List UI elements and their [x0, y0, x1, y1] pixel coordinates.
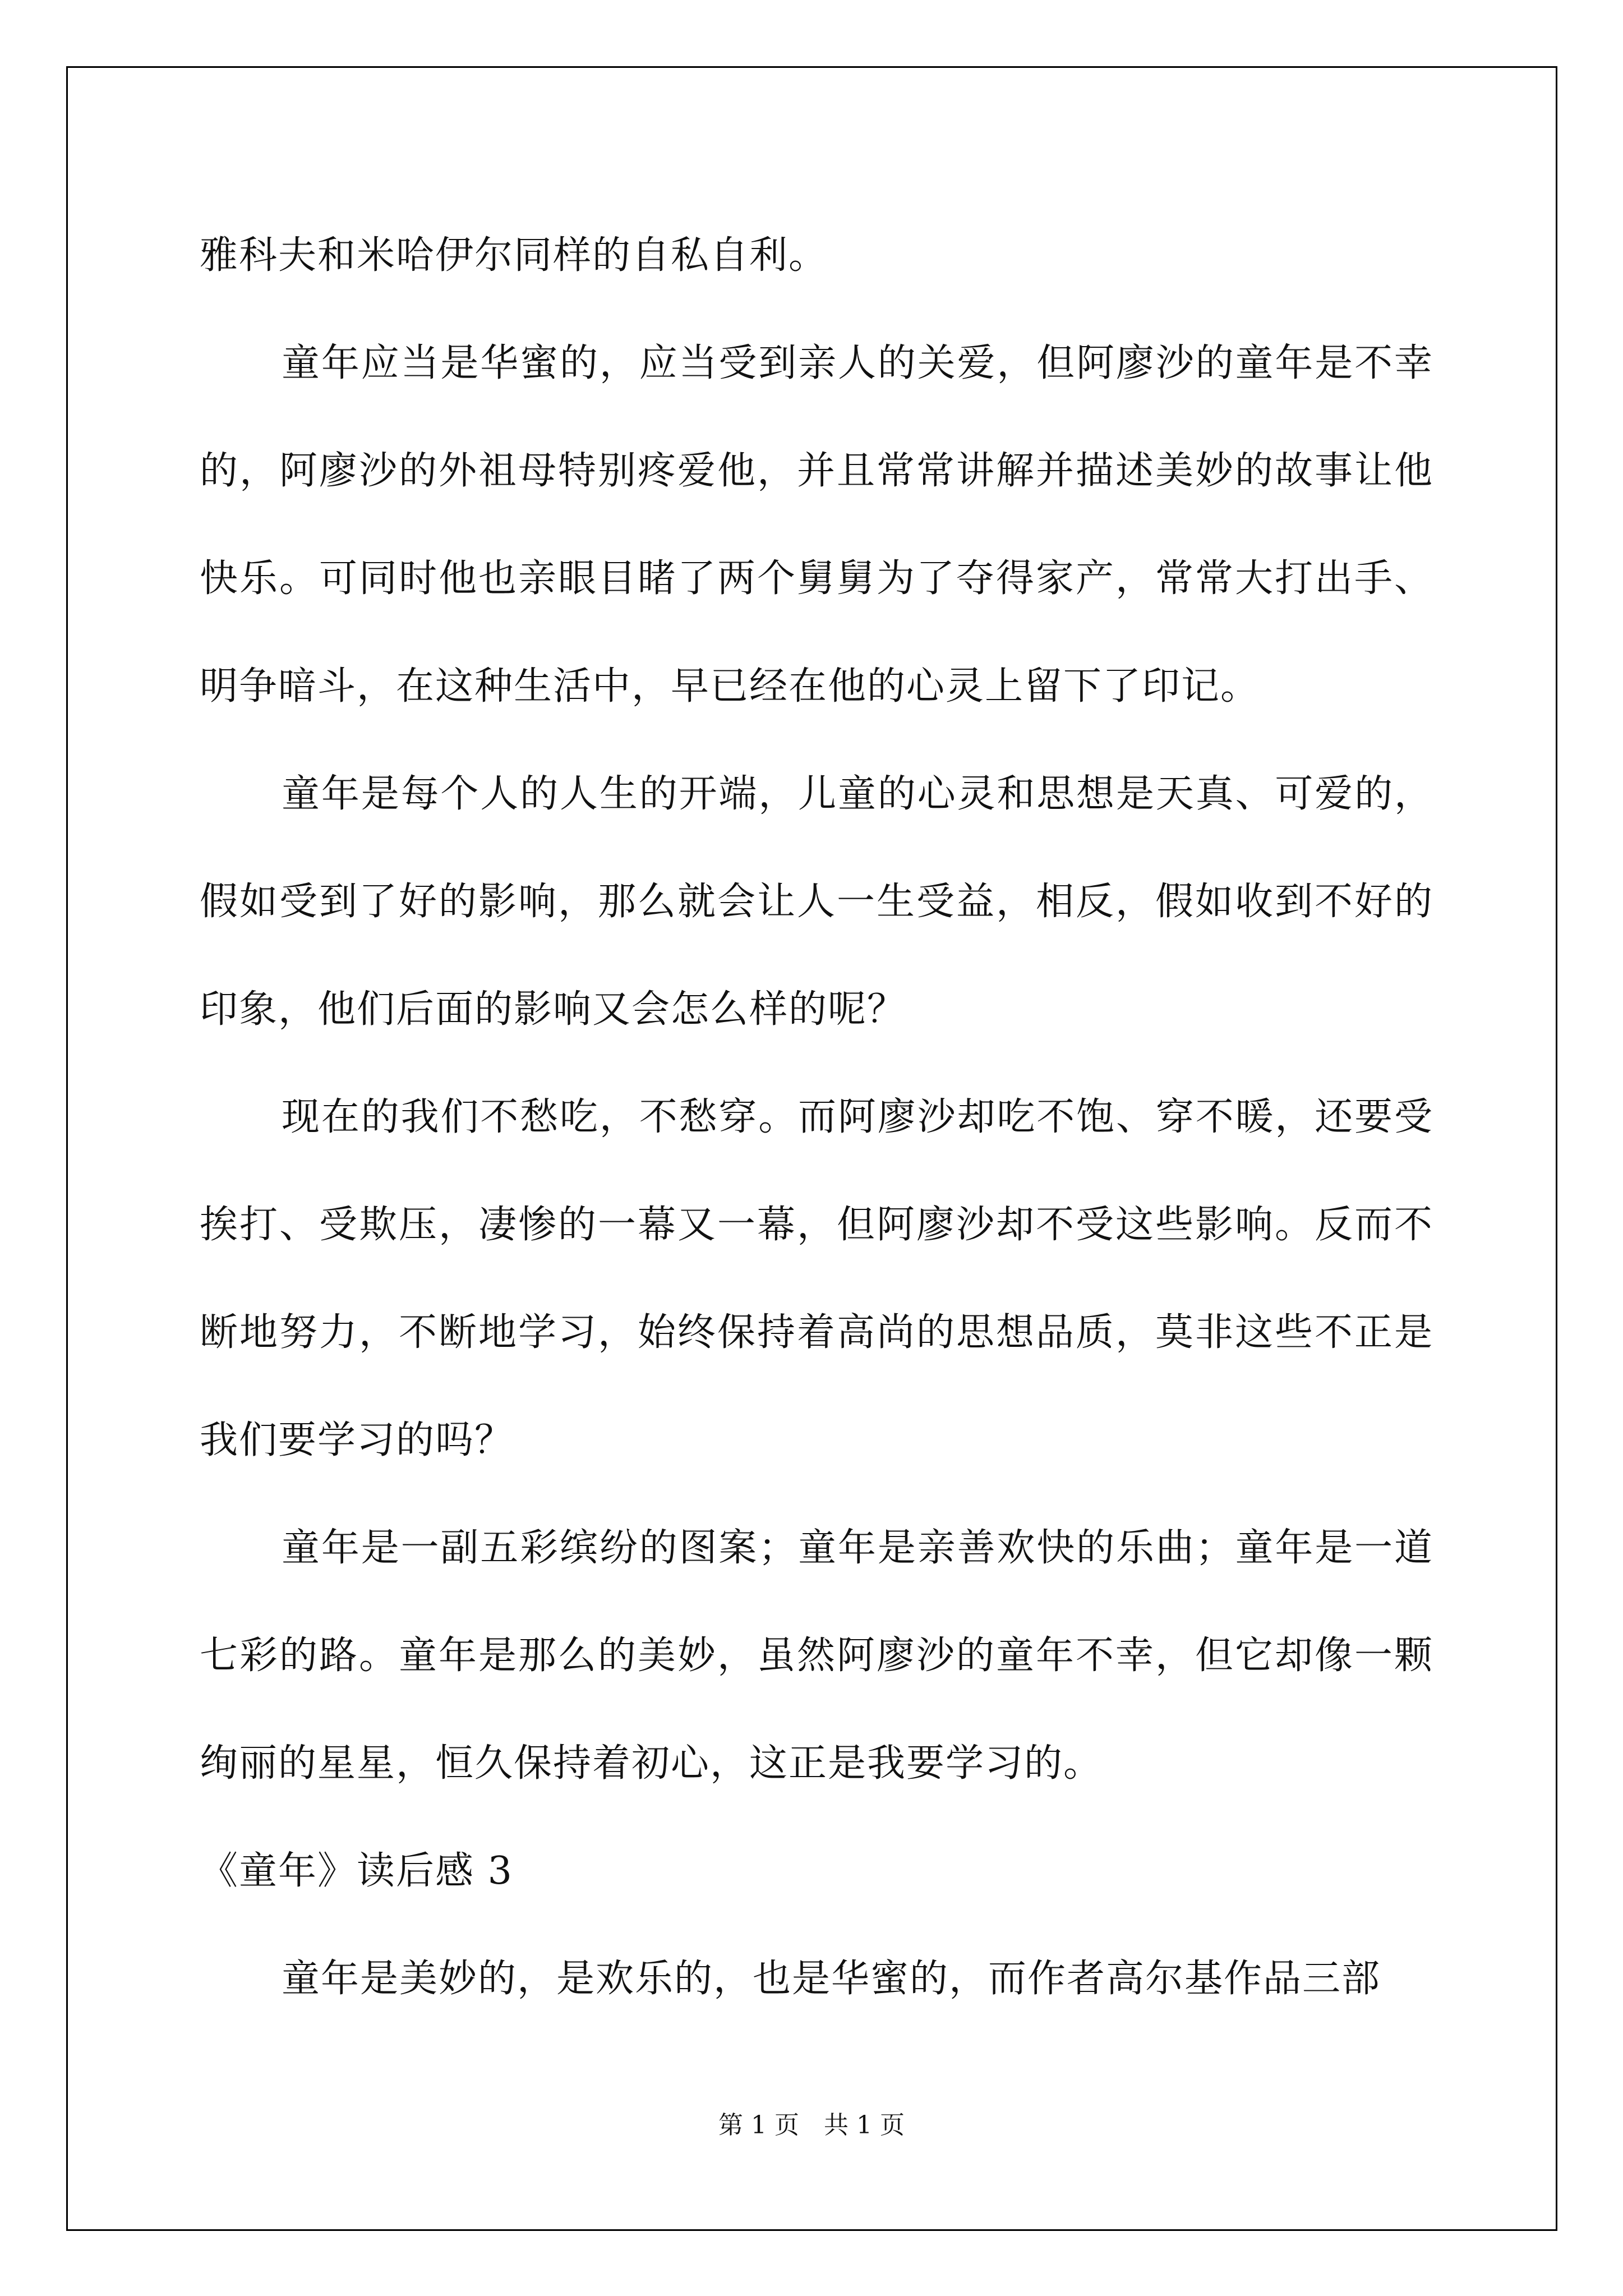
paragraph-1: 雅科夫和米哈伊尔同样的自私自利。 — [200, 233, 828, 278]
paragraph-3: 童年是每个人的人生的开端，儿童的心灵和思想是天真、可爱的，假如受到了好的影响，那么就会让人一生受益，相反，假如收到不好的印象，他们后面的影响又会怎么样的呢？ — [200, 772, 1433, 1032]
section-heading: 《童年》读后感 3 — [200, 1849, 513, 1893]
paragraph-6: 童年是美妙的，是欢乐的，也是华蜜的，而作者高尔基作品三部 — [282, 1957, 1381, 2001]
page-footer: 第 1 页 共 1 页 — [718, 2111, 905, 2139]
document-body — [200, 202, 1433, 2033]
paragraph-5: 童年是一副五彩缤纷的图案；童年是亲善欢快的乐曲；童年是一道七彩的路。童年是那么的美妙，虽然阿廖沙的童年不幸，但它却像一颗绚丽的星星，恒久保持着初心，这正是我要学习的。 — [200, 1526, 1433, 1786]
paragraph-4: 现在的我们不愁吃，不愁穿。而阿廖沙却吃不饱、穿不暖，还要受挨打、受欺压，凄惨的一幕又一幕，但阿廖沙却不受这些影响。反而不断地努力，不断地学习，始终保持着高尚的思想品质，莫非这些不正是我们要学习的吗？ — [200, 1095, 1433, 1462]
paragraph-2: 童年应当是华蜜的，应当受到亲人的关爱，但阿廖沙的童年是不幸的，阿廖沙的外祖母特别疼爱他，并且常常讲解并描述美妙的故事让他快乐。可同时他也亲眼目睹了两个舅舅为了夺得家产，常常大打出手、明争暗斗，在这种生活中，早已经在他的心灵上留下了印记。 — [200, 341, 1433, 708]
